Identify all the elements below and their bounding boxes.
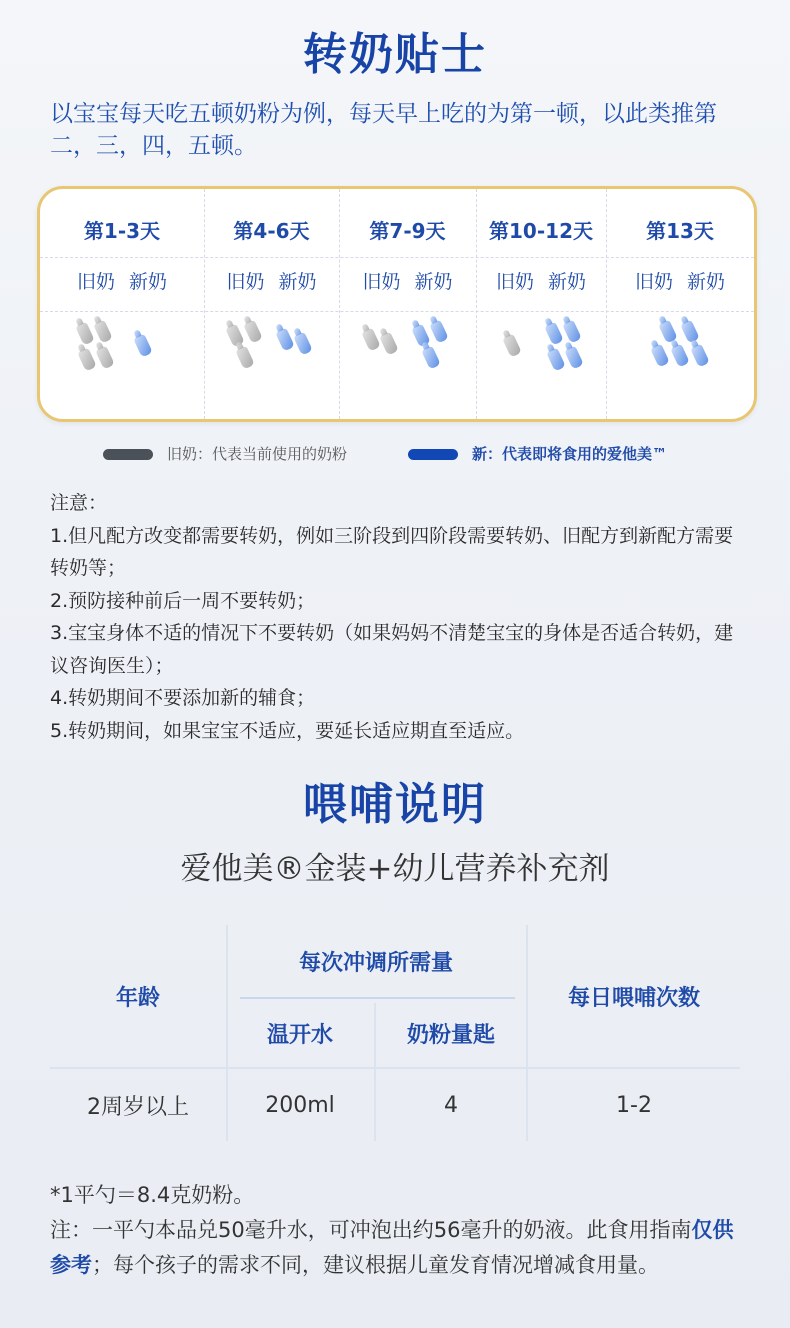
new-milk-label: 新奶 [129,271,168,293]
feeding-title: 喂哺说明 [303,779,487,830]
footnote-guide-post: ；每个孩子的需求不同，建议根据儿童发育情况增减食用量。 [92,1253,659,1277]
old-milk-bottle-icon [243,319,263,343]
milk-labels [339,267,476,294]
footnote-scoop: *1平勺＝8.4克奶粉。 [50,1183,255,1207]
new-milk-bottle-icon [275,327,295,351]
new-milk-bottle-icon [293,331,313,355]
footnote-guide [50,1213,750,1283]
new-milk-bottle-icon [690,343,710,367]
period-column [606,189,754,419]
old-milk-bottle-icon [95,345,115,369]
old-milk-label: 旧奶 [362,271,401,293]
period-column [204,189,340,419]
header-water: 温开水 [266,1022,333,1048]
old-milk-label: 旧奶 [634,271,673,293]
bottle-group [40,317,204,407]
row-age: 2周岁以上 [87,1094,189,1120]
old-milk-bottle-icon [361,327,381,351]
bottle-group [339,317,476,407]
switch-title: 转奶贴士 [303,29,487,80]
old-milk-bottle-icon [93,319,113,343]
new-milk-label: 新奶 [414,271,453,293]
bottle-group [606,317,754,407]
milk-labels [606,267,754,294]
switch-intro: 以宝宝每天吃五顿奶粉为例，每天早上吃的为第一顿，以此类推第二，三，四，五顿。 [50,101,717,159]
old-milk-bottle-icon [502,333,522,357]
note-item: 4.转奶期间不要添加新的辅食； [50,687,316,709]
new-milk-bottle-icon [429,319,449,343]
switch-schedule-table [37,186,757,422]
new-milk-bottle-icon [544,321,564,345]
new-milk-bottle-icon [564,345,584,369]
old-milk-label: 旧奶 [76,271,115,293]
old-milk-bottle-icon [379,331,399,355]
period-column [339,189,477,419]
new-milk-bottle-icon [546,347,566,371]
new-milk-label: 新奶 [548,271,587,293]
header-age: 年龄 [115,985,160,1011]
notes-heading: 注意： [50,492,108,514]
new-milk-bottle-icon [133,333,153,357]
period-label: 第4-6天 [233,219,310,243]
old-milk-bottle-icon [235,345,255,369]
note-item: 1.但凡配方改变都需要转奶，例如三阶段到四阶段需要转奶、旧配方到新配方需要转奶等； [50,524,734,579]
milk-labels [476,267,606,294]
feeding-table [50,925,740,1141]
header-amount: 每次冲调所需量 [298,950,453,976]
milk-labels [40,267,204,294]
new-milk-bottle-icon [680,319,700,343]
notes-section [50,487,750,747]
note-item: 2.预防接种前后一周不要转奶； [50,589,316,612]
footnote-emphasis: 仅供参考 [50,1218,734,1277]
old-milk-bottle-icon [75,321,95,345]
legend-old-text: 旧奶：代表当前使用的奶粉 [167,445,348,463]
footnotes [50,1178,750,1283]
legend-old [103,443,347,464]
old-milk-bottle-icon [77,347,97,371]
period-column [476,189,607,419]
new-milk-label: 新奶 [278,271,317,293]
new-milk-label: 新奶 [687,271,726,293]
legend-old-swatch [103,449,153,460]
milk-labels [204,267,339,294]
period-label: 第1-3天 [83,219,161,243]
legend-new [408,443,667,464]
header-times: 每日喂哺次数 [567,985,700,1011]
bottle-group [476,317,606,407]
new-milk-bottle-icon [670,343,690,367]
new-milk-bottle-icon [421,345,441,369]
footnote-guide-pre: 注：一平勺本品兑50毫升水，可冲泡出约56毫升的奶液。此食用指南 [50,1218,692,1242]
period-column [40,189,205,419]
period-label: 第13天 [646,219,714,243]
row-scoops: 4 [444,1092,458,1118]
old-milk-label: 旧奶 [495,271,534,293]
new-milk-bottle-icon [562,319,582,343]
note-item: 5.转奶期间，如果宝宝不适应，要延长适应期直至适应。 [50,719,525,742]
period-label: 第10-12天 [489,219,593,243]
bottle-group [204,317,339,407]
note-item: 3.宝宝身体不适的情况下不要转奶（如果妈妈不清楚宝宝的身体是否适合转奶，建议咨询医生）； [50,622,734,677]
new-milk-bottle-icon [650,343,670,367]
legend-new-swatch [408,449,458,460]
header-scoops: 奶粉量匙 [406,1022,495,1048]
row-times: 1-2 [616,1092,652,1118]
old-milk-label: 旧奶 [226,271,265,293]
period-label: 第7-9天 [369,219,446,243]
feeding-subtitle: 爱他美®金装+幼儿营养补充剂 [180,851,610,887]
legend-new-text: 新：代表即将食用的爱他美™ [472,445,668,463]
row-water: 200ml [265,1092,335,1118]
